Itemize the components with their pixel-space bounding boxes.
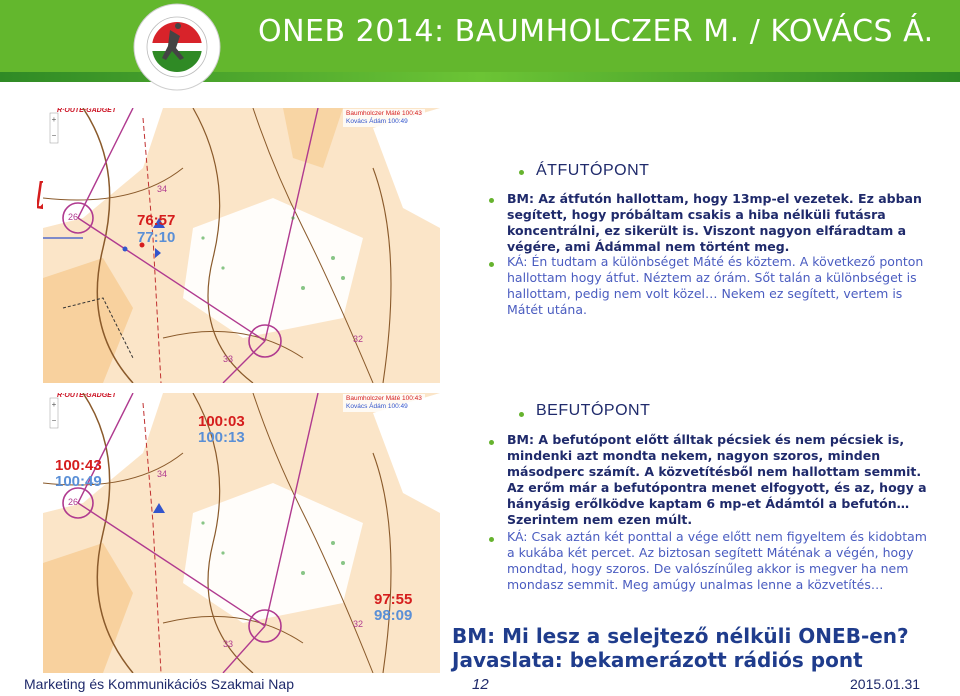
closing-statement (452, 624, 909, 672)
bullet (489, 262, 496, 269)
control-number: 26 (68, 212, 79, 222)
footer-event-name: Marketing és Kommunikációs Szakmai Nap (24, 676, 294, 692)
control-number: 34 (157, 184, 168, 194)
page-number: 12 (472, 676, 489, 693)
orienteering-map-1 (43, 108, 440, 383)
split-time-kovacs: 98:09 (374, 607, 413, 624)
control-number: 33 (223, 639, 234, 649)
split-time-kovacs: 100:13 (198, 429, 245, 446)
bullet (489, 440, 496, 447)
svg-text:−: − (51, 131, 57, 140)
finish-time-kovacs: 100:49 (55, 473, 102, 490)
quote-ka-passing: KÁ: Én tudtam a különbséget Máté és köztem. A következő ponton hallottam hogy átfut. Néztem az órám. Sőt talán a különbséget is hallottam, pedig nem volt közel… Nekem ez segített, vertem is Mátét utána. (507, 254, 924, 317)
svg-text:+: + (51, 400, 57, 409)
bullet (489, 537, 496, 544)
closing-question: BM: Mi lesz a selejtező nélküli ONEB-en? (452, 624, 909, 648)
map-legend (343, 109, 425, 127)
split-time-baumholczer: 100:03 (198, 413, 245, 430)
quote-bm-finish: BM: A befutópont előtt álltak pécsiek és nem pécsiek is, mindenki azt mondta nekem, nagyon szoros, minden másodperc számít. A közvetítésből nem hallottam semmit. Az erőm már a befutópontra menet elfogyott, és az, hogy a hányásig erőlködve kaptam 6 mp-et Ádámtól a befutón… Szerintem nem ezen múlt. (507, 432, 927, 527)
page-title: ONEB 2014: BAUMHOLCZER M. / KOVÁCS Á. (258, 14, 934, 49)
map-legend (343, 394, 425, 412)
control-number: 26 (68, 497, 79, 507)
routegadget-brand: R·OUTE·GADGET (57, 393, 117, 399)
legend-runner-1: Baumholczer Máté 100:43 (346, 110, 422, 117)
quote-bm-passing: BM: Az átfutón hallottam, hogy 13mp-el vezetek. Ez abban segített, hogy próbáltam csakis a hiba nélküli futásra koncentrálni, ez sikerült is. Viszont nagyon elfáradtam a végére, ami Ádámmal nem történt meg. (507, 191, 922, 254)
routegadget-brand: R·OUTE·GADGET (57, 108, 117, 114)
route-map-finish-point (43, 393, 440, 673)
legend-runner-2: Kovács Ádám 100:49 (346, 118, 408, 125)
legend-runner-1: Baumholczer Máté 100:43 (346, 395, 422, 402)
route-map-passing-point (43, 108, 440, 383)
control-number: 34 (157, 469, 168, 479)
section-heading-finish: BEFUTÓPONT (536, 402, 651, 419)
bullet (489, 198, 496, 205)
svg-text:+: + (51, 115, 57, 124)
control-number: 32 (353, 334, 364, 344)
closing-proposal: Javaslata: bekamerázott rádiós pont (452, 648, 863, 672)
bullet (519, 412, 526, 419)
finish-time-baumholczer: 100:43 (55, 457, 102, 474)
split-time-baumholczer: 97:55 (374, 591, 413, 608)
control-number: 32 (353, 619, 364, 629)
split-time-baumholczer: 76:57 (137, 212, 176, 229)
bullet (519, 170, 526, 177)
control-number: 33 (223, 354, 234, 364)
federation-logo (132, 2, 222, 92)
legend-runner-2: Kovács Ádám 100:49 (346, 403, 408, 410)
footer-date: 2015.01.31 (850, 676, 921, 692)
svg-text:−: − (51, 416, 57, 425)
section-heading-passing: ÁTFUTÓPONT (536, 162, 650, 179)
quote-ka-finish: KÁ: Csak aztán két ponttal a vége előtt nem figyeltem és kidobtam a kukába két percet. Az biztosan segített Máténak a végén, hogy mondtad, hogy szoros. De valószínűleg akkor is megver ha nem mondasz semmit. Meg amúgy unalmas lenne a közvetítés… (507, 529, 927, 592)
split-time-kovacs: 77:10 (137, 229, 176, 246)
